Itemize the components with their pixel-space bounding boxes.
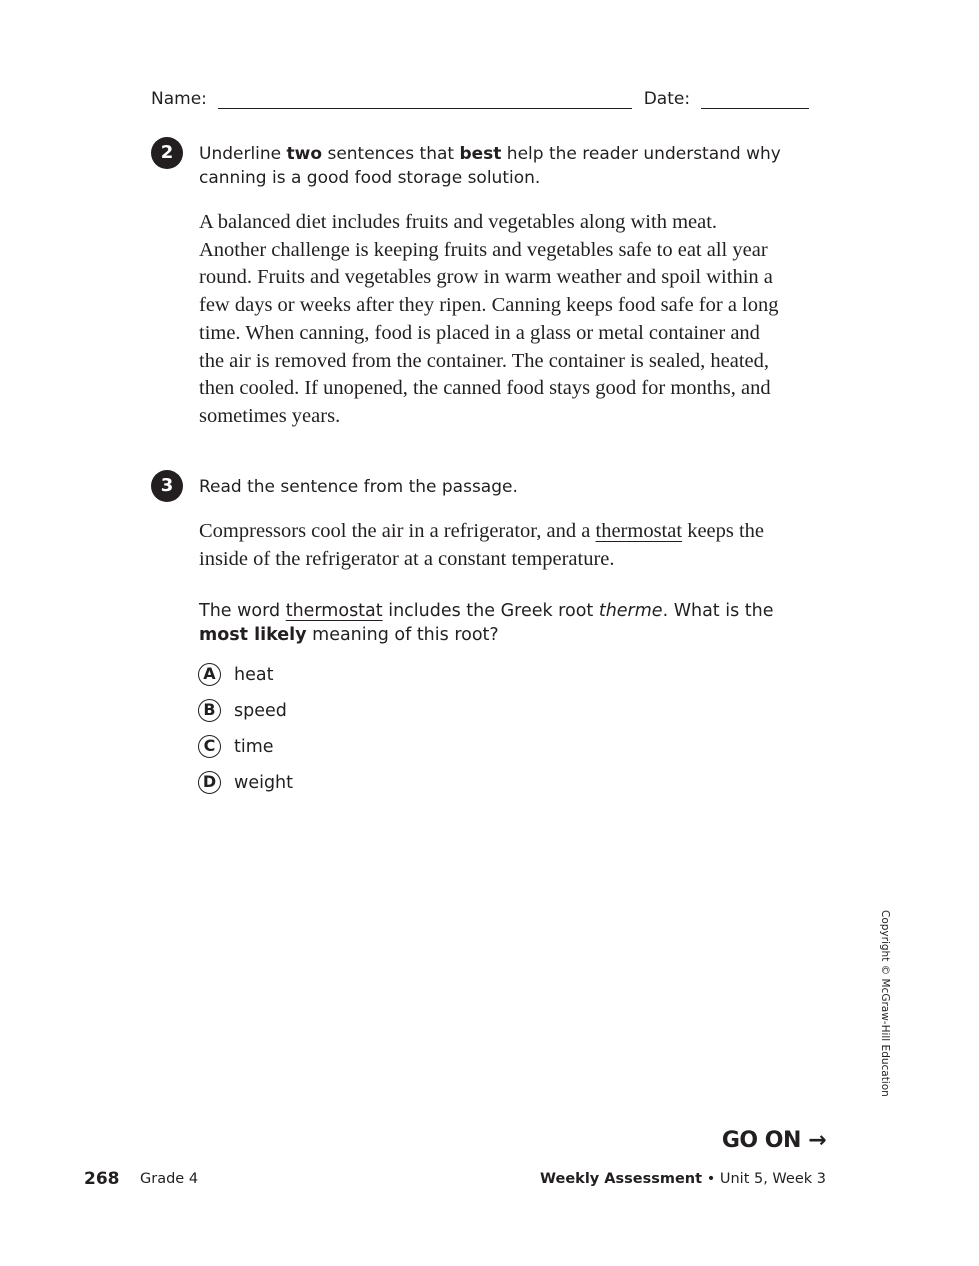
answer-text: time [234,736,274,757]
date-field[interactable] [701,90,809,109]
q2-prompt-line1 [199,142,781,166]
answer-text: weight [234,772,294,793]
passage-line[interactable]: A balanced diet includes fruits and vegetables along with meat. [199,211,718,233]
answer-bubble[interactable]: C [198,735,221,758]
passage-line[interactable]: the air is removed from the container. The container is sealed, heated, [199,349,769,372]
answer-choice-b[interactable] [198,699,287,722]
question-number-2: 2 [151,137,183,169]
q3-stem [199,599,774,647]
assessment-title: Weekly Assessment [540,1171,703,1187]
stem-text: The word [199,601,286,621]
page-number: 268 [84,1169,120,1189]
name-date-header [151,89,809,109]
prompt-text: sentences that [322,144,460,164]
separator: • [706,1171,716,1187]
name-label: Name: [151,89,207,109]
arrow-right-icon: → [808,1128,826,1153]
stem-underlined-word: thermostat [285,601,383,621]
q2-prompt [199,142,781,190]
quote-text: Compressors cool the air in a refrigerator, and a [199,520,596,542]
stem-root: therme [598,601,663,621]
question-number-3: 3 [151,470,183,502]
quote-text: keeps the [682,520,765,542]
prompt-text: Underline [199,144,287,164]
passage-line[interactable]: time. When canning, food is placed in a glass or metal container and [199,321,760,344]
q2-prompt-line2: canning is a good food storage solution. [199,168,541,188]
date-label: Date: [643,89,691,109]
assessment-label [540,1171,826,1187]
q3-prompt: Read the sentence from the passage. [199,477,518,497]
passage-line[interactable]: then cooled. If unopened, the canned food stays good for months, and [199,377,771,400]
grade-label: Grade 4 [140,1171,199,1187]
answer-text: speed [234,700,287,721]
go-on-label: GO ON [721,1128,801,1153]
answer-bubble[interactable]: D [198,771,221,794]
passage-line[interactable]: few days or weeks after they ripen. Canning keeps food safe for a long [199,294,779,317]
copyright-notice [874,910,894,1115]
answer-choice-a[interactable] [198,663,273,686]
passage-line[interactable]: round. Fruits and vegetables grow in warm weather and spoil within a [199,266,773,289]
stem-text: meaning of this root? [306,625,499,645]
name-field[interactable] [218,90,632,109]
prompt-emphasis: two [286,144,323,164]
passage-line[interactable]: Another challenge is keeping fruits and vegetables safe to eat all year [199,238,768,261]
answer-choice-c[interactable] [198,735,274,758]
quote-underlined-word: thermostat [595,520,683,542]
prompt-text: help the reader understand why [501,144,781,164]
go-on-indicator [722,1128,826,1153]
stem-text: . What is the [662,601,774,621]
answer-choice-d[interactable] [198,771,293,794]
passage-line[interactable]: sometimes years. [199,404,341,427]
q3-quote [199,518,764,573]
stem-bold: most likely [199,625,307,645]
quote-text-line2: inside of the refrigerator at a constant temperature. [199,547,615,570]
answer-bubble[interactable]: B [198,699,221,722]
answer-text: heat [234,664,274,685]
unit-week: Unit 5, Week 3 [719,1171,826,1187]
prompt-emphasis: best [459,144,502,164]
stem-text: includes the Greek root [382,601,599,621]
copyright-text: Copyright © McGraw-Hill Education [879,910,891,1097]
q2-passage[interactable] [199,209,779,431]
answer-bubble[interactable]: A [198,663,221,686]
